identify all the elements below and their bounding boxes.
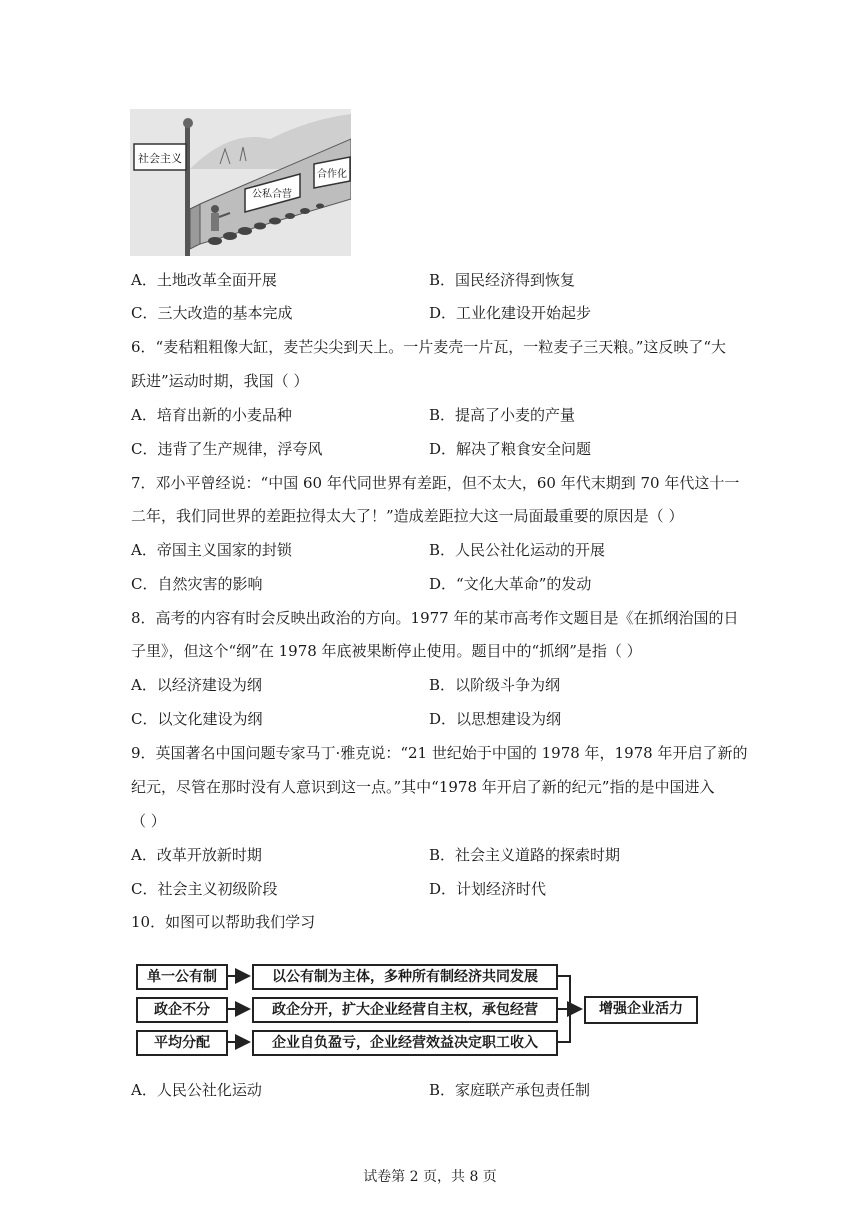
q8-stem-line1: 8．高考的内容有时会反映出政治的方向。1977 年的某市高考作文题目是《在抓纲治国的日 — [131, 609, 739, 627]
q6-option-b: B．提高了小麦的产量 — [429, 406, 576, 424]
diagram-middle-box-3: 企业自负盈亏，企业经营效益决定职工收入 — [252, 1030, 558, 1056]
diagram-middle-box-2: 政企分开，扩大企业经营自主权，承包经营 — [252, 997, 558, 1023]
q7-option-b: B．人民公社化运动的开展 — [429, 541, 606, 559]
socialist-transformation-cartoon — [130, 109, 351, 256]
q5-option-a: A．土地改革全面开展 — [131, 271, 277, 289]
q6-stem-line1: 6．“麦秸粗粗像大缸，麦芒尖尖到天上。一片麦壳一片瓦，一粒麦子三天粮。”这反映了“大 — [131, 338, 727, 356]
diagram-left-box-2: 政企不分 — [136, 997, 228, 1023]
q8-option-d: D．以思想建设为纲 — [429, 710, 562, 728]
q5-option-c: C．三大改造的基本完成 — [131, 304, 293, 322]
sign-socialism: 社会主义 — [138, 152, 182, 165]
q8-option-c: C．以文化建设为纲 — [131, 710, 263, 728]
q8-stem-line2: 子里》，但这个“纲”在 1978 年底被果断停止使用。题目中的“抓纲”是指（ ） — [131, 642, 642, 660]
q7-stem-line2: 二年，我们同世界的差距拉得太大了！”造成差距拉大这一局面最重要的原因是（ ） — [131, 507, 684, 525]
diagram-result-box: 增强企业活力 — [584, 996, 698, 1024]
q6-option-d: D．解决了粮食安全问题 — [429, 440, 592, 458]
q6-option-c: C．违背了生产规律，浮夸风 — [131, 440, 323, 458]
q9-stem-line3: （ ） — [131, 812, 166, 830]
diagram-middle-box-1: 以公有制为主体，多种所有制经济共同发展 — [252, 964, 558, 990]
q9-option-d: D．计划经济时代 — [429, 880, 547, 898]
sign-joint-ownership: 公私合营 — [252, 189, 292, 200]
q7-stem-line1: 7．邓小平曾经说：“中国 60 年代同世界有差距，但不太大，60 年代末期到 70 年代这十一 — [131, 474, 740, 492]
q8-option-b: B．以阶级斗争为纲 — [429, 676, 561, 694]
page-footer: 试卷第 2 页，共 8 页 — [363, 1169, 497, 1185]
q10-stem-line1: 10．如图可以帮助我们学习 — [131, 913, 316, 931]
q6-stem-line2: 跃进”运动时期，我国（ ） — [131, 372, 309, 390]
q7-option-a: A．帝国主义国家的封锁 — [131, 541, 292, 559]
q5-option-d: D．工业化建设开始起步 — [429, 304, 592, 322]
q5-option-b: B．国民经济得到恢复 — [429, 271, 576, 289]
cartoon-drawing — [130, 109, 351, 256]
sign-cooperation: 合作化 — [317, 169, 347, 180]
q10-option-a: A．人民公社化运动 — [131, 1081, 262, 1099]
q6-option-a: A．培育出新的小麦品种 — [131, 406, 292, 424]
q10-option-b: B．家庭联产承包责任制 — [429, 1081, 591, 1099]
q9-stem-line2: 纪元，尽管在那时没有人意识到这一点。”其中“1978 年开启了新的纪元”指的是中国进入 — [131, 778, 715, 796]
diagram-left-box-3: 平均分配 — [136, 1030, 228, 1056]
q9-option-b: B．社会主义道路的探索时期 — [429, 846, 621, 864]
diagram-left-box-1: 单一公有制 — [136, 964, 228, 990]
reform-flow-diagram — [132, 958, 702, 1062]
q9-option-a: A．改革开放新时期 — [131, 846, 262, 864]
q8-option-a: A．以经济建设为纲 — [131, 676, 262, 694]
q9-stem-line1: 9．英国著名中国问题专家马丁·雅克说：“21 世纪始于中国的 1978 年，1978 年开启了新的 — [131, 744, 748, 762]
q9-option-c: C．社会主义初级阶段 — [131, 880, 278, 898]
q7-option-d: D．“文化大革命”的发动 — [429, 575, 592, 593]
q7-option-c: C．自然灾害的影响 — [131, 575, 263, 593]
